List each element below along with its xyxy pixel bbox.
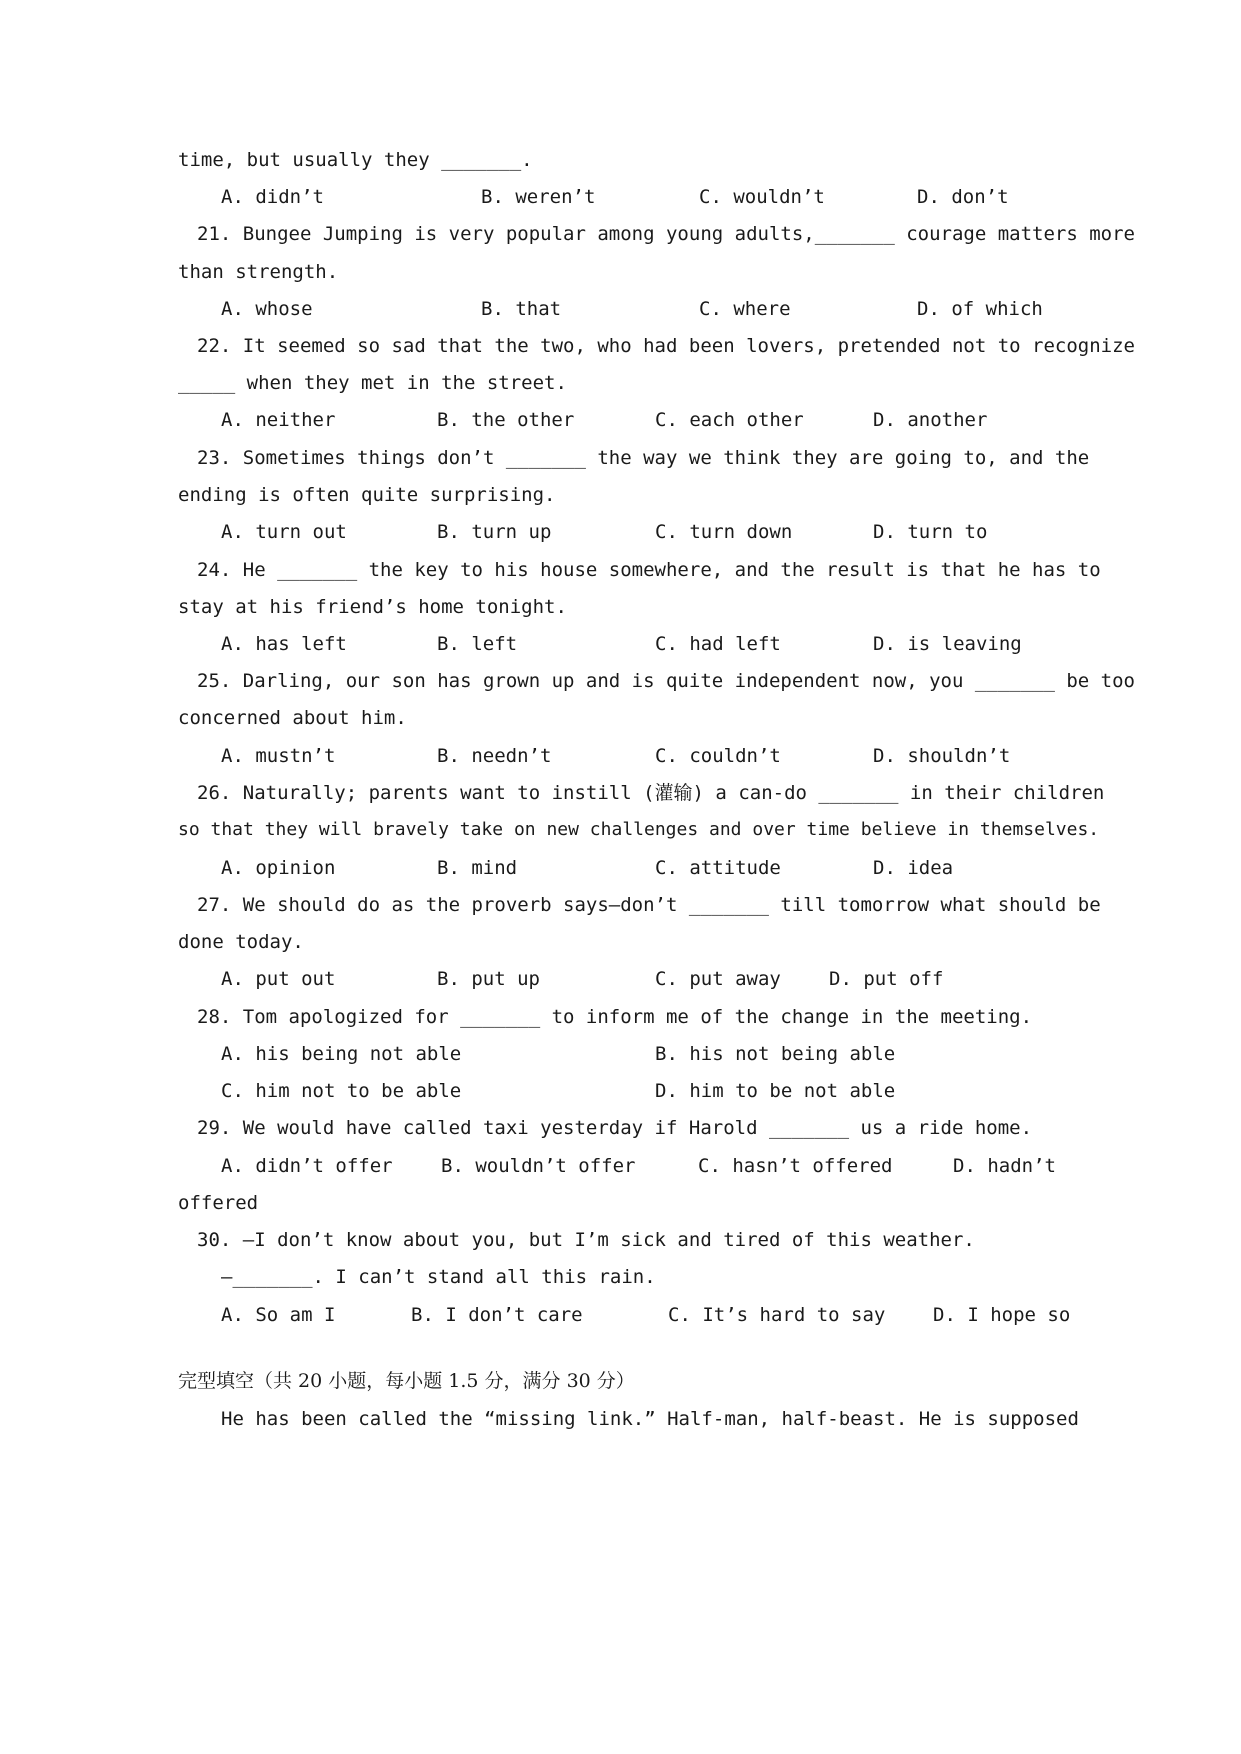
q22-option-c: C. each other xyxy=(655,409,804,431)
q20-option-d: D. don’t xyxy=(917,186,1009,208)
passage-line1: He has been called the “missing link.” Half-man, half-beast. He is supposed xyxy=(221,1408,1079,1430)
q26-text-line1: 26. Naturally; parents want to instill (灌输) a can-do _______ in their children xyxy=(197,782,1105,804)
q22-text-line2: _____ when they met in the street. xyxy=(178,372,567,394)
q26-text-line2: so that they will bravely take on new challenges and over time believe in themselves. xyxy=(178,819,1100,840)
q27-text-line2: done today. xyxy=(178,931,304,953)
q21-text-line2: than strength. xyxy=(178,261,339,283)
q26-option-d: D. idea xyxy=(873,857,954,879)
q27-option-d: D. put off xyxy=(829,968,944,990)
q21-option-c: C. where xyxy=(699,298,791,320)
q24-option-d: D. is leaving xyxy=(873,633,1022,655)
q28-option-c: C. him not to be able xyxy=(221,1080,462,1102)
q27-option-c: C. put away xyxy=(655,968,781,990)
q29-option-d-cont: offered xyxy=(178,1192,259,1214)
q20-option-c: C. wouldn’t xyxy=(699,186,825,208)
q21-option-d: D. of which xyxy=(917,298,1043,320)
q29-option-d: D. hadn’t xyxy=(953,1155,1056,1177)
q23-option-c: C. turn down xyxy=(655,521,793,543)
q27-text-line1: 27. We should do as the proverb says—don’t _______ till tomorrow what should be xyxy=(197,894,1101,916)
q28-option-a: A. his being not able xyxy=(221,1043,462,1065)
q29-option-c: C. hasn’t offered xyxy=(698,1155,893,1177)
q30-option-b: B. I don’t care xyxy=(411,1304,583,1326)
q26-option-c: C. attitude xyxy=(655,857,781,879)
q29-option-b: B. wouldn’t offer xyxy=(441,1155,636,1177)
q24-option-c: C. had left xyxy=(655,633,781,655)
q25-option-b: B. needn’t xyxy=(437,745,552,767)
q25-option-a: A. mustn’t xyxy=(221,745,336,767)
q30-option-c: C. It’s hard to say xyxy=(668,1304,886,1326)
q22-option-d: D. another xyxy=(873,409,988,431)
q20-option-a: A. didn’t xyxy=(221,186,324,208)
q21-text-line1: 21. Bungee Jumping is very popular among young adults,_______ courage matters more xyxy=(197,223,1135,245)
q20-text: time, but usually they _______. xyxy=(178,149,533,171)
q26-option-a: A. opinion xyxy=(221,857,336,879)
q30-option-d: D. I hope so xyxy=(933,1304,1071,1326)
q24-option-a: A. has left xyxy=(221,633,347,655)
q25-text-line2: concerned about him. xyxy=(178,707,407,729)
q23-option-b: B. turn up xyxy=(437,521,552,543)
q25-text-line1: 25. Darling, our son has grown up and is quite independent now, you _______ be too xyxy=(197,670,1135,692)
q23-text-line2: ending is often quite surprising. xyxy=(178,484,556,506)
q22-text-line1: 22. It seemed so sad that the two, who had been lovers, pretended not to recognize xyxy=(197,335,1135,357)
q27-option-b: B. put up xyxy=(437,968,540,990)
q23-option-d: D. turn to xyxy=(873,521,988,543)
q21-option-a: A. whose xyxy=(221,298,313,320)
q23-text-line1: 23. Sometimes things don’t _______ the way we think they are going to, and the xyxy=(197,447,1090,469)
q30-text-line1: 30. —I don’t know about you, but I’m sick and tired of this weather. xyxy=(197,1229,975,1251)
q24-option-b: B. left xyxy=(437,633,518,655)
q20-option-b: B. weren’t xyxy=(481,186,596,208)
q29-text-line1: 29. We would have called taxi yesterday if Harold _______ us a ride home. xyxy=(197,1117,1033,1139)
q25-option-c: C. couldn’t xyxy=(655,745,781,767)
q28-option-d: D. him to be not able xyxy=(655,1080,896,1102)
q22-option-a: A. neither xyxy=(221,409,336,431)
q30-text-line2: —_______. I can’t stand all this rain. xyxy=(221,1266,656,1288)
q27-option-a: A. put out xyxy=(221,968,336,990)
q22-option-b: B. the other xyxy=(437,409,575,431)
q26-option-b: B. mind xyxy=(437,857,518,879)
q29-option-a: A. didn’t offer xyxy=(221,1155,393,1177)
q21-option-b: B. that xyxy=(481,298,562,320)
q28-text-line1: 28. Tom apologized for _______ to inform me of the change in the meeting. xyxy=(197,1006,1033,1028)
q30-option-a: A. So am I xyxy=(221,1304,336,1326)
q24-text-line1: 24. He _______ the key to his house somewhere, and the result is that he has to xyxy=(197,559,1101,581)
q24-text-line2: stay at his friend’s home tonight. xyxy=(178,596,567,618)
q25-option-d: D. shouldn’t xyxy=(873,745,1011,767)
section-title: 完型填空（共 20 小题，每小题 1.5 分，满分 30 分） xyxy=(178,1370,635,1392)
q28-option-b: B. his not being able xyxy=(655,1043,896,1065)
q23-option-a: A. turn out xyxy=(221,521,347,543)
